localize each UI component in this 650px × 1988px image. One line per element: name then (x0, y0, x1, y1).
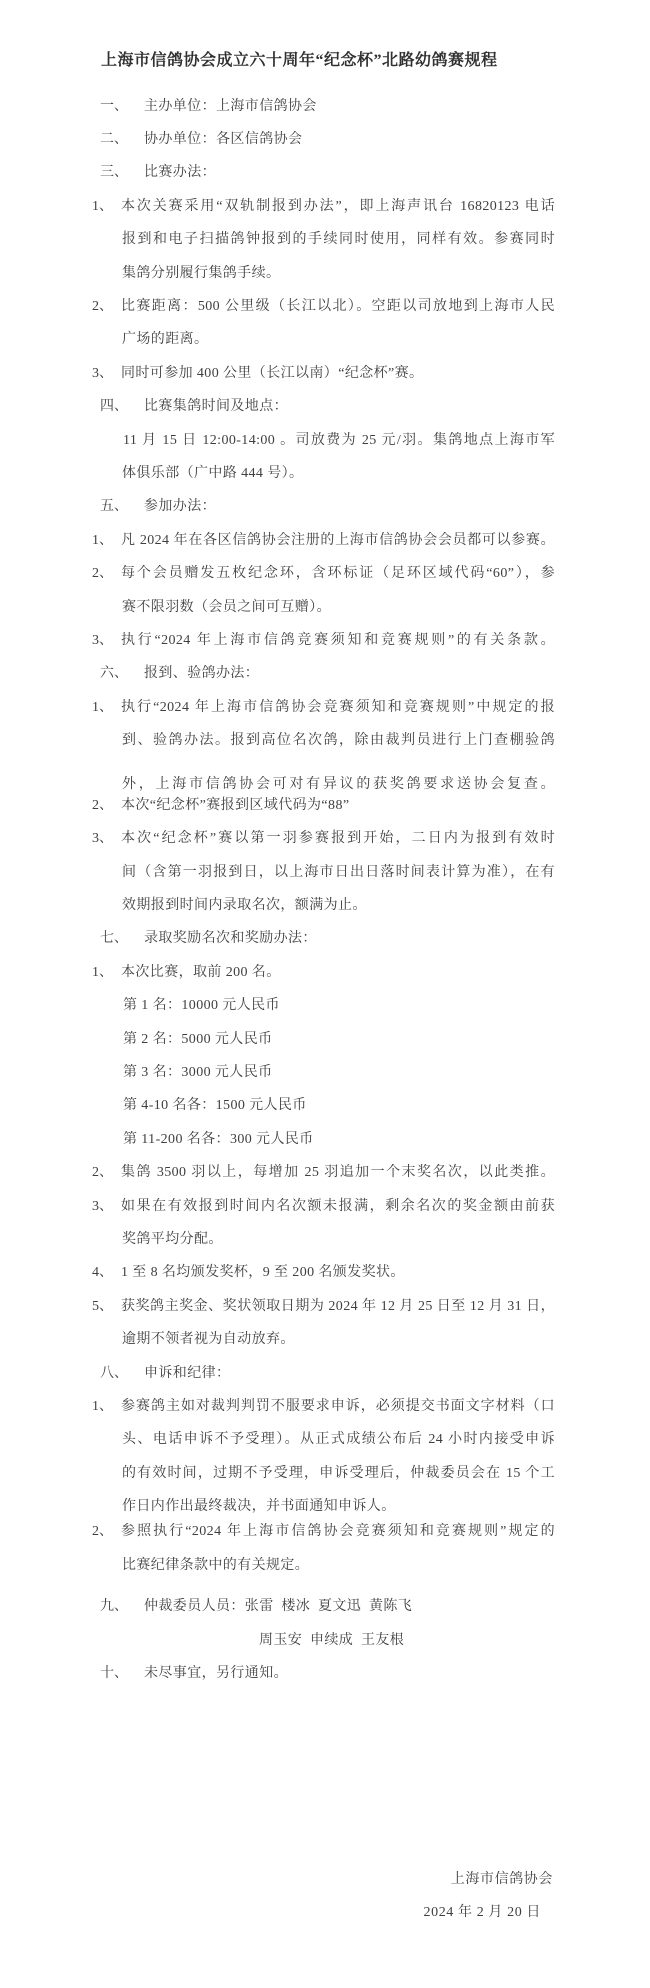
line-text: 第 3 名：3000 元人民币 (123, 1065, 273, 1081)
document-line (0, 88, 650, 121)
line-text: 本次比赛，取前 200 名。 (121, 964, 281, 980)
line-marker: 一、 (100, 98, 128, 114)
document-line (0, 255, 650, 288)
line-marker: 2、 (92, 1165, 113, 1181)
document-line (0, 1054, 650, 1087)
document-line (0, 921, 650, 954)
line-text: 主办单位：上海市信鸽协会 (144, 98, 317, 114)
document-line (0, 288, 650, 321)
line-marker: 九、 (100, 1599, 128, 1615)
line-text: 集鸽 3500 羽以上，每增加 25 羽追加一个末奖名次，以此类推。 (121, 1165, 555, 1181)
line-marker: 3、 (92, 1198, 113, 1214)
line-marker: 3、 (92, 831, 113, 847)
line-marker: 十、 (100, 1666, 128, 1682)
document-line (0, 121, 650, 154)
document-line (0, 522, 650, 555)
document-line (0, 455, 650, 488)
line-text: 参照执行“2024 年上海市信鸽协会竞赛须知和竞赛规则”规定的 (121, 1524, 555, 1540)
line-text: 集鸽分别履行集鸽手续。 (122, 265, 281, 281)
document-line (0, 1088, 650, 1121)
line-text: 比赛距离：500 公里级（长江以北）。空距以司放地到上海市人民 (121, 299, 555, 315)
document-line (0, 1547, 650, 1580)
line-text: 录取奖励名次和奖励办法： (144, 931, 317, 947)
signature-date: 2024 年 2 月 20 日 (423, 1905, 541, 1921)
document-line (0, 322, 650, 355)
document-line (0, 656, 650, 689)
line-marker: 1、 (92, 699, 113, 715)
line-text: 第 11-200 名各：300 元人民币 (123, 1131, 314, 1147)
line-marker: 2、 (92, 1524, 113, 1540)
line-marker: 1、 (92, 964, 113, 980)
line-text: 参赛鸽主如对裁判判罚不服要求申诉，必须提交书面文字材料（口 (121, 1398, 555, 1414)
line-text: 奖鸽平均分配。 (122, 1231, 223, 1247)
line-text: 协办单位：各区信鸽协会 (144, 132, 303, 148)
document-line (0, 1321, 650, 1354)
line-marker: 2、 (92, 797, 113, 813)
line-text: 效期报到时间内录取名次，额满为止。 (122, 898, 367, 914)
line-text: 第 1 名：10000 元人民币 (123, 998, 280, 1014)
line-text: 申诉和纪律： (144, 1365, 231, 1381)
document-line (0, 622, 650, 655)
line-marker: 六、 (100, 666, 128, 682)
document-line (0, 355, 650, 388)
line-text: 第 2 名：5000 元人民币 (123, 1031, 273, 1047)
document-body (0, 88, 650, 1689)
line-text: 逾期不领者视为自动放弃。 (122, 1332, 295, 1348)
document-line (0, 1455, 650, 1488)
line-text: 每个会员赠发五枚纪念环，含环标证（足环区域代码“60”），参 (121, 566, 555, 582)
line-text: 周玉安 申续成 王友根 (259, 1632, 405, 1648)
document-line (0, 389, 650, 422)
footer-spacer (0, 1689, 650, 1863)
line-text: 获奖鸽主奖金、奖状领取日期为 2024 年 12 月 25 日至 12 月 31 日， (121, 1298, 555, 1314)
line-marker: 2、 (92, 299, 113, 315)
line-text: 本次关赛采用“双轨制报到办法”，即上海声讯台 16820123 电话 (121, 198, 555, 214)
line-text: 报到和电子扫描鸽钟报到的手续同时使用，同样有效。参赛同时 (122, 232, 555, 248)
line-text: 头、电话申诉不予受理）。从正式成绩公布后 24 小时内接受申诉 (122, 1432, 555, 1448)
line-marker: 5、 (92, 1298, 113, 1314)
line-text: 同时可参加 400 公里（长江以南）“纪念杯”赛。 (121, 365, 424, 381)
document-line (0, 489, 650, 522)
line-text: 凡 2024 年在各区信鸽协会注册的上海市信鸽协会会员都可以参赛。 (121, 532, 555, 548)
line-text: 本次“纪念杯”赛以第一羽参赛报到开始，二日内为报到有效时 (121, 831, 555, 847)
document-line (0, 689, 650, 722)
document-line (0, 188, 650, 221)
line-marker: 五、 (100, 499, 128, 515)
line-text: 1 至 8 名均颁发奖杯，9 至 200 名颁发奖状。 (121, 1265, 405, 1281)
document-line (0, 1622, 650, 1655)
document-line (0, 1155, 650, 1188)
line-marker: 2、 (92, 566, 113, 582)
document-line (0, 155, 650, 188)
document-line (0, 1422, 650, 1455)
line-text: 作日内作出最终裁决，并书面通知申诉人。 (122, 1499, 396, 1515)
line-text: 第 4-10 名各：1500 元人民币 (123, 1098, 307, 1114)
line-text: 未尽事宜，另行通知。 (144, 1666, 288, 1682)
line-marker: 1、 (92, 1398, 113, 1414)
document-line (0, 1121, 650, 1154)
line-marker: 二、 (100, 132, 128, 148)
line-text: 体俱乐部（广中路 444 号）。 (122, 465, 304, 481)
document-line (0, 1388, 650, 1421)
document-line (0, 1255, 650, 1288)
line-marker: 3、 (92, 632, 113, 648)
document-line (0, 1514, 650, 1547)
line-text: 外，上海市信鸽协会可对有异议的获奖鸽要求送协会复查。 (122, 776, 555, 792)
line-text: 执行“2024 年上海市信鸽竞赛须知和竞赛规则”的有关条款。 (121, 632, 555, 648)
line-text: 报到、验鸽办法： (144, 666, 260, 682)
line-marker: 1、 (92, 198, 113, 214)
document-line (0, 1188, 650, 1221)
document-title: 上海市信鸽协会成立六十周年“纪念杯”北路幼鸽赛规程 (101, 52, 498, 69)
line-text: 仲裁委员人员：张雷 楼冰 夏文迅 黄陈飞 (144, 1599, 413, 1615)
line-marker: 四、 (100, 399, 128, 415)
line-marker: 三、 (100, 165, 128, 181)
document-line (0, 1288, 650, 1321)
line-text: 执行“2024 年上海市信鸽协会竞赛须知和竞赛规则”中规定的报 (121, 699, 555, 715)
line-text: 广场的距离。 (122, 332, 209, 348)
document-line (0, 1655, 650, 1688)
line-text: 的有效时间，过期不予受理，申诉受理后，仲裁委员会在 15 个工 (122, 1465, 555, 1481)
document-line (0, 1355, 650, 1388)
document-line (0, 222, 650, 255)
line-text: 比赛集鸽时间及地点： (144, 399, 288, 415)
line-marker: 八、 (100, 1365, 128, 1381)
line-marker: 七、 (100, 931, 128, 947)
document-line (0, 555, 650, 588)
document-line (0, 887, 650, 920)
document-line (0, 1589, 650, 1622)
document-line (0, 988, 650, 1021)
line-text: 如果在有效报到时间内名次额未报满，剩余名次的奖金额由前获 (121, 1198, 555, 1214)
document-line (0, 854, 650, 887)
signature-org: 上海市信鸽协会 (450, 1871, 553, 1887)
document-line (0, 954, 650, 987)
document-line (0, 821, 650, 854)
line-text: 11 月 15 日 12:00-14:00 。司放费为 25 元/羽。集鸽地点上海市军 (123, 432, 555, 448)
document-line (0, 722, 650, 755)
line-text: 比赛办法： (144, 165, 216, 181)
document-line (0, 1221, 650, 1254)
line-marker: 4、 (92, 1265, 113, 1281)
line-text: 参加办法： (144, 499, 216, 515)
line-text: 间（含第一羽报到日，以上海市日出日落时间表计算为准），在有 (122, 864, 555, 880)
document-line (0, 1021, 650, 1054)
document-line (0, 422, 650, 455)
line-text: 本次“纪念杯”赛报到区域代码为“88” (121, 797, 350, 813)
document-line (0, 589, 650, 622)
line-text: 比赛纪律条款中的有关规定。 (122, 1557, 310, 1573)
line-text: 赛不限羽数（会员之间可互赠）。 (122, 599, 331, 615)
line-marker: 3、 (92, 365, 113, 381)
line-marker: 1、 (92, 532, 113, 548)
line-text: 到、验鸽办法。报到高位名次鸽，除由裁判员进行上门查棚验鸽 (122, 733, 555, 749)
